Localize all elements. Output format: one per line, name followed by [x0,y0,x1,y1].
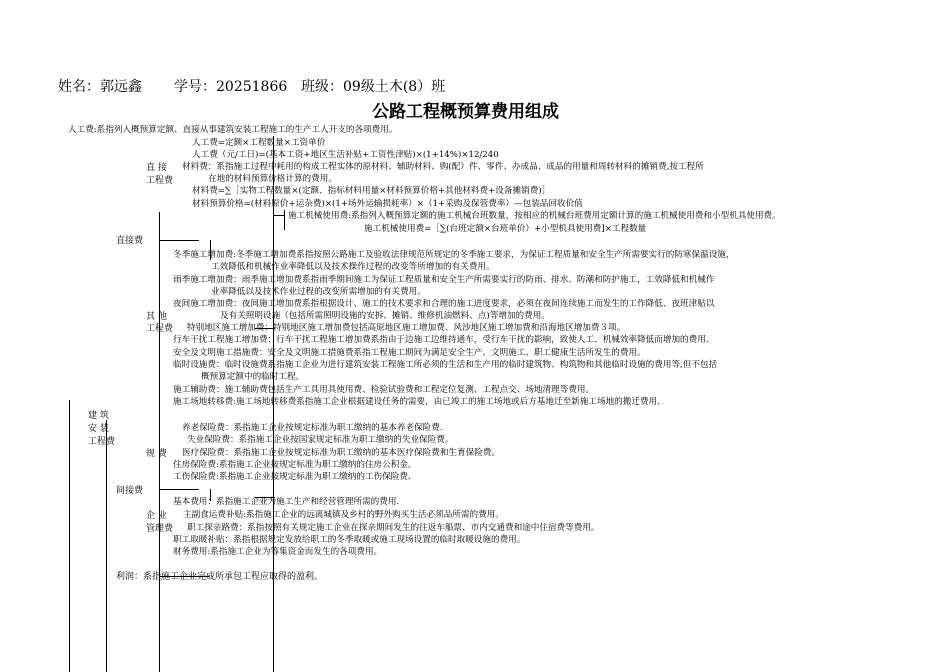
label-jianzhu: 建 筑 [88,411,109,421]
label-lirun: 利润：系指施工企业完成所承包工程应取得的盈利。 [116,572,324,582]
text-line: 工伤保险费:系指施工企业按规定标准为职工缴纳的工伤保险费. [173,472,411,482]
text-line: 冬季施工增加费:冬季施工增加费系指按照公路施工及验收法律规范所规定的冬季施工要求，为保证工程质量和安全生产所需要实行的防寒保温设施， [173,250,735,260]
text-line: 行车干扰工程施工增加费：行车干扰工程施工增加费系指由于边施工边维持通车，受行车干扰的影响，致使人工、机械效率降低而增加的费用. [173,335,709,345]
page-title: 公路工程概预算费用组成 [372,102,559,122]
text-line: 业率降低以及技术作业过程的改变所需增加的有关费用。 [211,287,426,297]
label-jianjiefei: 间接费 [116,486,144,496]
text-line: 财务费用:系指施工企业为筹集资金而发生的各项费用。 [173,547,383,557]
label-qita-2: 工程费 [146,324,174,334]
label-zhijiefei: 直接费 [116,236,144,246]
label-guifei: 规 费 [146,449,167,459]
text-line: 人工费（元/工日)=(基本工资+地区生活补贴+工资性津贴)×(1+14%)×12/240 [192,150,499,160]
label-qita-1: 其 他 [146,312,167,322]
label-qiye-2: 管理费 [146,524,174,534]
text-line: 材料预算价格=(材料原价+运杂费)×(1+场外运输损耗率）×（1+采购及保管费率）—包装品回收价值 [192,199,583,209]
text-line: 雨季施工增加费：雨季施工增加费系指雨季期间施工为保证工程质量和安全生产所需要实行的防雨、排水、防潮和防护施工，工效降低和机械作 [173,275,715,285]
text-line: 安全及文明施工措施费：安全及文明施工措施费系指工程施工期间为满足安全生产、文明施工、职工健康生活所发生的费用。 [173,348,646,358]
text-line: 职工探亲路费：系指按照有关规定施工企业在探亲期间发生的往返车船票、市内交通费和途中住宿费等费用。 [187,523,600,533]
text-line: 在地的材料预算价格计算的费用。 [208,174,337,184]
text-line: 施工机械使用费:系指列入概预算定额的施工机械台班数量，按相应的机械台班费用定额计算的施工机械使用费和小型机具使用费。 [288,211,781,221]
label-zhijie-gongchengfei-2: 工程费 [146,176,174,186]
text-line: 职工取暖补贴：系指根据规定发放给职工的冬季取暖或施工现场设置的临时取暖设施的费用。 [173,535,526,545]
text-line: 失业保险费：系指施工企业按国家规定标准为职工缴纳的失业保险费。 [187,435,454,445]
text-line: 施工场地转移费:施工场地转移费系指施工企业根据建设任务的需要，由已竣工的施工场地或后方基地迁至新施工场地的搬迁费用. [173,397,660,407]
text-line: 夜间施工增加费：夜间施工增加费系指根据设计、施工的技术要求和合理的施工进度要求，必须在夜间连续施工而发生的工作降低、夜班津贴以 [173,299,715,309]
text-line: 材料费=∑［实物工程数量×(定额、指标材料用量×材料预算价格+其他材料费+设备摊销费)］ [192,186,551,196]
text-line: 施工机械使用费=［∑(台班定额×台班单价）+小型机具使用费]×工程数量 [364,224,647,234]
text-line: 基本费用：系指施工企业为施工生产和经营管理所需的费用. [173,497,400,507]
text-line: 人工费=定额×工程数量×工资单价 [192,138,326,148]
text-line: 工效降低和机械作业率降低以及技术操作过程的改变等所增加的有关费用。 [211,262,495,272]
student-class: 班级：09级土木(8）班 [301,79,446,95]
text-line: 主副食运费补贴:系指施工企业的远离城镇及乡村的野外购买生活必须品所需的费用。 [183,510,504,520]
text-line: 人工费:系指列入概预算定额、直接从事建筑安装工程施工的生产工人开支的各项费用。 [68,125,398,135]
text-line: 养老保险费：系指施工企业按规定标准为职工缴纳的基本养老保险费. [182,423,443,433]
text-line: 特别地区施工增加费：特别地区施工增加费包括高原地区施工增加费、风沙地区施工增加费和沿海地区增加费３项。 [187,323,626,333]
text-line: 医疗保险费：系指施工企业按规定标准为职工缴纳的基本医疗保险费和生育保险费。 [182,448,500,458]
label-zhijie-gongchengfei-1: 直 接 [146,163,167,173]
student-name: 姓名：郭远鑫 [58,79,142,95]
label-qiye-1: 企 业 [146,511,167,521]
text-line: 概预算定额中的临时工程。 [201,372,305,382]
text-line: 及有关照明设施（包括所需照明设施的安拆、摊销、维修机油燃料、点)等增加的费用。 [220,311,550,321]
text-line: 材料费：系指施工过程中耗用的构成工程实体的原材料、辅助材料、购(配）件、零件、办成品、成品的用量和周转材料的摊销费,按工程所 [182,162,704,172]
student-id: 学号：20251866 [174,79,288,95]
label-anzhuang: 安 装 [88,424,109,434]
text-line: 住房保险费:系指施工企业按规定标准为职工缴纳的住房公积金。 [173,460,417,470]
text-line: 施工辅助费：施工辅助费包括生产工具用具使用费、检验试验费和工程定位复测、工程点交、场地清理等费用。 [173,385,595,395]
text-line: 临时设施费：临时设施费系指施工企业为进行建筑安装工程施工所必须的生活和生产用的临时建筑物、构筑物和其他临时设施的费用等,但不包括 [173,360,718,370]
label-gongchengfei: 工程费 [88,437,116,447]
